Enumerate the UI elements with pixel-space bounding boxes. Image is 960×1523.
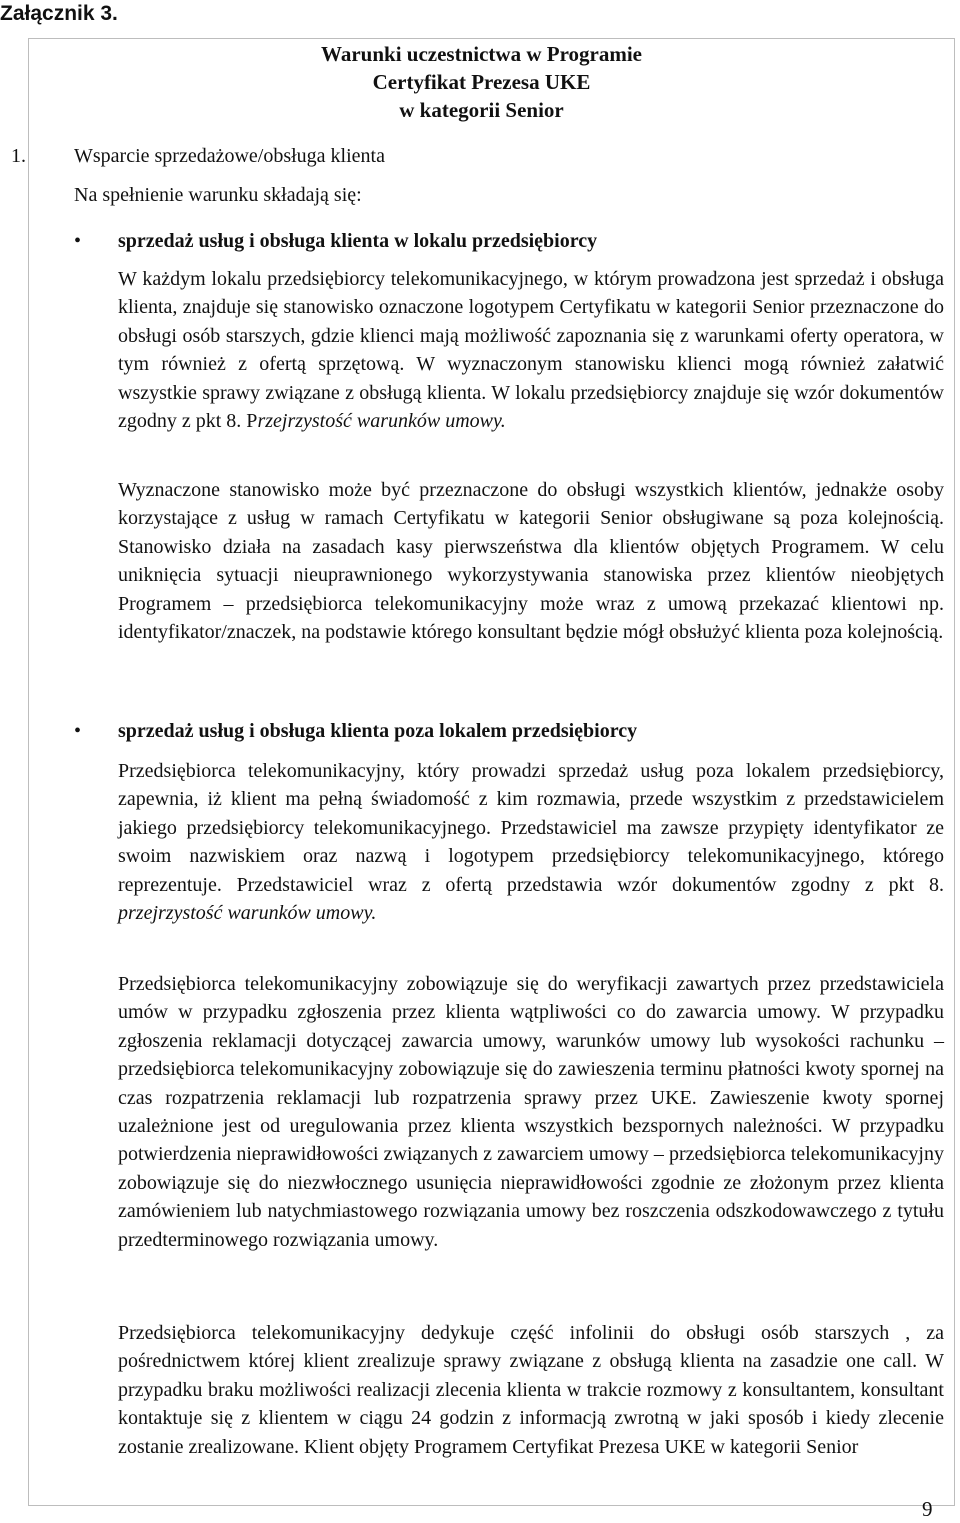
document-title xyxy=(285,40,678,124)
title-line-1: Warunki uczestnictwa w Programie xyxy=(321,42,642,66)
bullet-1-dot: • xyxy=(74,230,82,252)
section-title: Wsparcie sprzedażowe/obsługa klienta xyxy=(74,145,385,167)
section-number: 1. xyxy=(11,145,26,167)
page-number: 9 xyxy=(922,1497,933,1521)
bullet-2-dot: • xyxy=(74,720,82,742)
title-line-3: w kategorii Senior xyxy=(399,98,564,122)
title-line-2: Certyfikat Prezesa UKE xyxy=(372,70,591,94)
annex-label: Załącznik 3. xyxy=(0,2,118,25)
bullet-2-heading: sprzedaż usług i obsługa klienta poza lokalem przedsiębiorcy xyxy=(118,720,638,742)
bullet-1-paragraph-1-italic: rzejrzystość warunków umowy. xyxy=(257,410,506,433)
bullet-2-paragraph-1 xyxy=(118,757,944,927)
bullet-2-paragraph-1-text: Przedsiębiorca telekomunikacyjny, który prowadzi sprzedaż usług poza lokalem przedsiębiorcy, zapewnia, iż klient ma pełną świadomość z kim rozmawia, przede wszystkim z przedstawicielem jakiego przedsiębiorcy telekomunikacyjnego. Przedstawiciel ma zawsze przypięty identyfikator ze swoim nazwiskiem oraz nazwą i logotypem przedsiębiorcy telekomunikacyjnego, którego reprezentuje. Przedstawiciel wraz z ofertą przedstawia wzór dokumentów zgodny z pkt 8. xyxy=(118,760,944,896)
bullet-1-paragraph-1-text: W każdym lokalu przedsiębiorcy telekomunikacyjnego, w którym prowadzona jest sprzedaż i obsługa klienta, znajduje się stanowisko oznaczone logotypem Certyfikatu w kategorii Senior przeznaczone do obsługi osób starszych, gdzie klienci mają możliwość zapoznania się z warunkami oferty operatora, w tym również z ofertą sprzętową. W wyznaczonym stanowisku klienci mogą również załatwić wszystkie sprawy związane z obsługą klienta. W lokalu przedsiębiorcy znajduje się wzór dokumentów zgodny z pkt 8. P xyxy=(118,268,944,433)
bullet-1-heading: sprzedaż usług i obsługa klienta w lokalu przedsiębiorcy xyxy=(118,230,598,252)
bullet-2-paragraph-3-text: Przedsiębiorca telekomunikacyjny dedykuje część infolinii do obsługi osób starszych , za pośrednictwem której klient zrealizuje sprawy związane z obsługą klienta na zasadzie one call. W przypadku braku możliwości realizacji zlecenia klienta w trakcie rozmowy z konsultantem, konsultant kontaktuje się z klientem w ciągu 24 godzin z informacją zwrotną w jaki sposób i kiedy zlecenie zostanie zrealizowane. Klient objęty Programem Certyfikat Prezesa UKE w kategorii Senior xyxy=(118,1322,944,1458)
section-intro: Na spełnienie warunku składają się: xyxy=(74,184,362,206)
section-heading xyxy=(11,142,385,170)
bullet-1-paragraph-2 xyxy=(118,476,944,646)
bullet-2-paragraph-3 xyxy=(118,1319,944,1461)
bullet-1-heading-row xyxy=(74,227,597,255)
bullet-2-paragraph-2-text: Przedsiębiorca telekomunikacyjny zobowiązuje się do weryfikacji zawartych przez przedstawiciela umów w przypadku zgłoszenia przez klienta wątpliwości co do zawarcia umowy. W przypadku zgłoszenia reklamacji dotyczącej zawarcia umowy, warunków umowy lub wysokości rachunku – przedsiębiorca telekomunikacyjny zobowiązuje się do zawieszenia terminu płatności kwoty spornej na czas rozpatrzenia reklamacji lub rozpatrzenia sprawy przez UKE. Zawieszenie kwoty spornej uzależnione jest od uregulowania przez klienta wszystkich bezspornych należności. W przypadku potwierdzenia nieprawidłowości związanych z zawarciem umowy – przedsiębiorca telekomunikacyjny zobowiązuje się do niezwłocznego usunięcia nieprawidłowości zgodnie ze złożonym przez klienta zamówieniem lub natychmiastowego rozwiązania umowy bez roszczenia odszkodowawczego z tytułu przedterminowego rozwiązania umowy. xyxy=(118,973,944,1251)
bullet-2-heading-row xyxy=(74,717,637,745)
bullet-2-paragraph-2 xyxy=(118,970,944,1254)
bullet-2-paragraph-1-italic: przejrzystość warunków umowy. xyxy=(118,902,377,925)
bullet-1-paragraph-2-text: Wyznaczone stanowisko może być przeznaczone do obsługi wszystkich klientów, jednakże osoby korzystające z usług w ramach Certyfikatu w kategorii Senior obsługiwane są poza kolejnością. Stanowisko działa na zasadach kasy pierwszeństwa dla klientów objętych Programem. W celu uniknięcia sytuacji nieuprawnionego wykorzystywania stanowiska przez klientów nieobjętych Programem – przedsiębiorca telekomunikacyjny może wraz z umową przekazać klientowi np. identyfikator/znaczek, na podstawie którego konsultant będzie mógł obsłużyć klienta poza kolejnością. xyxy=(118,479,944,644)
bullet-1-paragraph-1 xyxy=(118,265,944,435)
